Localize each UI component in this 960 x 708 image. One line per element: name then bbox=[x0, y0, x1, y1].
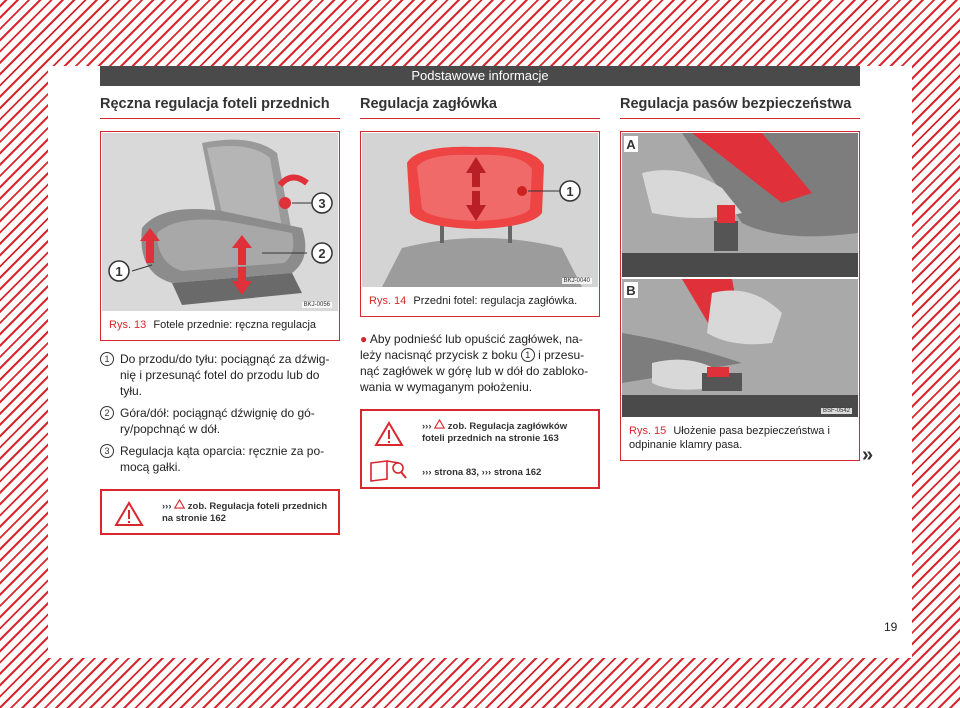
figure-number: Rys. 15 bbox=[629, 425, 667, 437]
callout-1: 1 bbox=[115, 264, 123, 279]
para-text-1: Aby podnieść lub opuścić zagłówek, na-leży nacisnąć przycisk z boku bbox=[360, 332, 583, 362]
page-number: 19 bbox=[884, 620, 898, 634]
figure-caption-text: Fotele przednie: ręczna regulacja bbox=[153, 319, 317, 331]
callout-2: 2 bbox=[318, 246, 326, 261]
page-header: Podstawowe informacje bbox=[100, 66, 860, 86]
warning-small-icon bbox=[434, 419, 445, 429]
reference-arrows: ››› bbox=[422, 421, 432, 432]
panel-label-a: A bbox=[626, 137, 636, 152]
figure-13 bbox=[100, 131, 340, 341]
panel-label-b: B bbox=[626, 283, 636, 298]
warning-triangle-icon bbox=[374, 421, 404, 447]
figure-caption bbox=[101, 312, 339, 340]
step-list bbox=[100, 351, 340, 475]
step-number: 3 bbox=[100, 444, 114, 458]
headrest-drawing bbox=[362, 133, 598, 287]
step-number: 1 bbox=[100, 352, 114, 366]
warning-link[interactable]: zob. Regulacja foteli przednich na stronie 162 bbox=[162, 501, 328, 524]
figure-number: Rys. 14 bbox=[369, 295, 407, 307]
figure-14 bbox=[360, 131, 600, 317]
page-reference-link[interactable]: strona 162 bbox=[493, 467, 542, 478]
section-title: Regulacja pasów bezpieczeństwa bbox=[620, 96, 860, 119]
callout-1: 1 bbox=[566, 184, 574, 199]
reference-arrows: ››› bbox=[481, 467, 492, 478]
section-title: Ręczna regulacja foteli przednich bbox=[100, 96, 340, 119]
seat-drawing bbox=[102, 133, 338, 311]
warning-link[interactable]: zob. Regulacja zagłówków foteli przednich na stronie 163 bbox=[422, 421, 568, 444]
step-number: 2 bbox=[100, 406, 114, 420]
book-magnifier-icon bbox=[369, 457, 409, 483]
warning-box bbox=[100, 489, 340, 535]
warning-text bbox=[156, 491, 338, 533]
continue-chevron-icon: » bbox=[862, 444, 874, 466]
callout-3: 3 bbox=[318, 196, 326, 211]
section-title: Regulacja zagłówka bbox=[360, 96, 600, 119]
inline-callout: 1 bbox=[521, 348, 535, 362]
warning-small-icon bbox=[174, 499, 185, 509]
headrest-instructions bbox=[360, 331, 600, 395]
column-seat-adjustment bbox=[100, 96, 340, 535]
para-text-2: i przesu-nąć zagłówek w górę lub w dół do zabloko-wania w wymaganym położeniu. bbox=[360, 348, 589, 394]
headrest-illustration bbox=[362, 133, 598, 287]
figure-caption bbox=[361, 288, 599, 316]
step-item bbox=[100, 351, 340, 399]
step-text: Góra/dół: pociągnąć dźwignię do gó-ry/popchnąć w dół. bbox=[120, 406, 315, 436]
page-reference-link[interactable]: strona 83, bbox=[434, 467, 480, 478]
seat-illustration bbox=[102, 133, 338, 311]
column-headrest bbox=[360, 96, 600, 489]
figure-code: BSF-0542 bbox=[822, 408, 850, 414]
reference-arrows: ››› bbox=[162, 501, 172, 512]
seatbelt-illustration bbox=[622, 133, 858, 417]
warning-icons bbox=[362, 411, 416, 487]
figure-caption bbox=[621, 418, 859, 460]
step-item bbox=[100, 443, 340, 475]
figure-code: BKJ-0056 bbox=[303, 302, 330, 308]
figure-caption-text: Przedni fotel: regulacja zagłówka. bbox=[413, 295, 578, 307]
warning-text bbox=[416, 411, 598, 487]
figure-code: BKJ-0040 bbox=[563, 278, 590, 284]
reference-arrows: ››› bbox=[422, 467, 432, 478]
seatbelt-drawing bbox=[622, 133, 858, 417]
step-text: Regulacja kąta oparcia: ręcznie za po-mocą gałki. bbox=[120, 444, 325, 474]
column-seatbelt bbox=[620, 96, 860, 461]
step-item bbox=[100, 405, 340, 437]
bullet-icon: ● bbox=[360, 332, 368, 346]
figure-caption-text: Ułożenie pasa bezpieczeństwa i odpinanie klamry pasa. bbox=[629, 425, 830, 451]
figure-number: Rys. 13 bbox=[109, 319, 147, 331]
warning-triangle-icon bbox=[114, 501, 144, 527]
warning-box bbox=[360, 409, 600, 489]
step-text: Do przodu/do tyłu: pociągnąć za dźwig-nię i przesunąć fotel do przodu lub do tyłu. bbox=[120, 352, 330, 398]
warning-icons bbox=[102, 491, 156, 533]
figure-15 bbox=[620, 131, 860, 461]
